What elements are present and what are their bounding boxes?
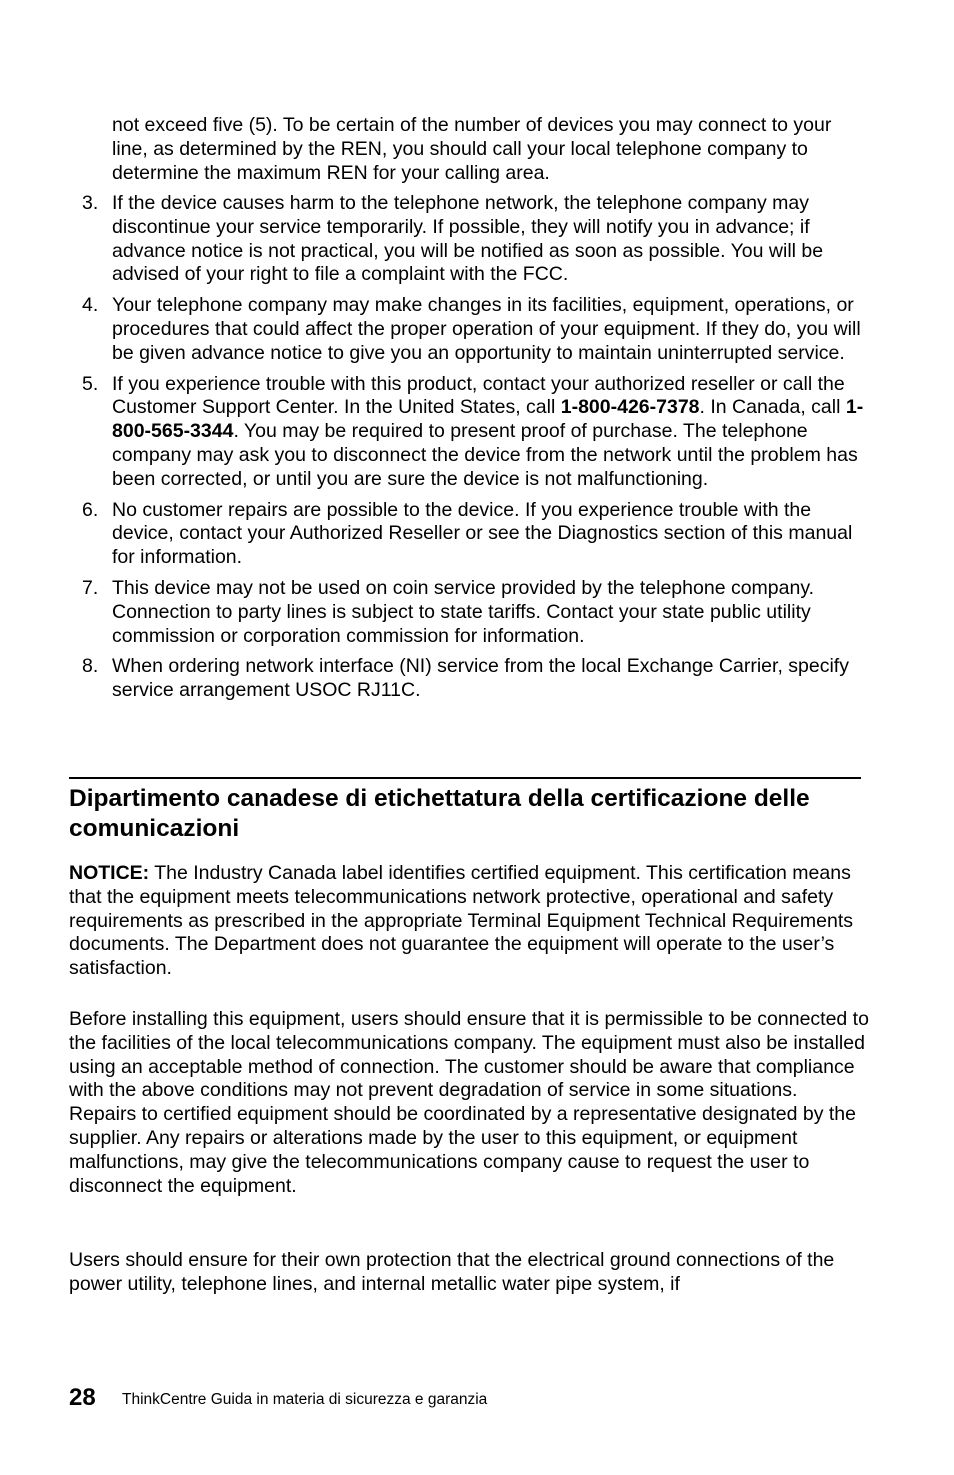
list-item bbox=[70, 373, 872, 492]
list-item-text-part: If you experience trouble with this product, contact your authorized reseller or call the Customer Support Center. In the United States, call bbox=[112, 372, 845, 419]
list-item bbox=[70, 294, 872, 365]
document-title: ThinkCentre Guida in materia di sicurezza e garanzia bbox=[122, 1391, 488, 1408]
section-heading: Dipartimento canadese di etichettatura della certificazione delle comunicazioni bbox=[69, 785, 810, 842]
list-item-text-part: . You may be required to present proof of purchase. The telephone company may ask you to disconnect the device from the network until the problem has been corrected, or until you are sure the device is not malfunctioning. bbox=[112, 420, 858, 490]
list-item bbox=[70, 499, 872, 570]
grounding-paragraph: Users should ensure for their own protection that the electrical ground connections of the power utility, telephone lines, and internal metallic water pipe system, if bbox=[69, 1249, 835, 1295]
us-phone-number: 1-800-426-7378 bbox=[560, 396, 700, 419]
notice-paragraph bbox=[69, 862, 869, 981]
list-item-number: 6. bbox=[82, 498, 99, 521]
list-item-number: 8. bbox=[82, 655, 99, 678]
list-item bbox=[70, 655, 872, 703]
list-item-text-part: . In Canada, call bbox=[699, 396, 846, 419]
list-item bbox=[70, 192, 872, 287]
section-divider bbox=[69, 777, 861, 779]
numbered-list bbox=[70, 192, 872, 710]
list-item-text: When ordering network interface (NI) service from the local Exchange Carrier, specify service arrangement USOC RJ11C. bbox=[112, 655, 849, 702]
page-footer bbox=[69, 1380, 769, 1420]
notice-text: The Industry Canada label identifies certified equipment. This certification means that the equipment meets telecommunications network protective, operational and safety requirements as prescribed in the appropriate Terminal Equipment Technical Requirements documents. The Department does not guarantee the equipment will operate to the user’s satisfaction. bbox=[69, 862, 854, 980]
list-item-text: This device may not be used on coin service provided by the telephone company. Connection to party lines is subject to state tariffs. Contact your state public utility commission or corporation commission for information. bbox=[112, 576, 815, 647]
list-item-text bbox=[112, 373, 863, 490]
list-item-number: 3. bbox=[82, 192, 99, 214]
notice-label: NOTICE: bbox=[69, 862, 150, 884]
installation-paragraph: Before installing this equipment, users should ensure that it is permissible to be connected to the facilities of the local telecommunications company. The equipment must also be installed using an acceptable method of connection. The customer should be aware that compliance with the above conditions may not prevent degradation of service in some situations. Repairs to certified equipment should be coordinated by a representative designated by the supplier. Any repairs or alterations made by the user to this equipment, or equipment malfunctions, may give the telecommunications company cause to request the user to disconnect the equipment. bbox=[69, 1008, 869, 1197]
list-item-number: 4. bbox=[82, 294, 99, 317]
list-item-text: No customer repairs are possible to the device. If you experience trouble with the device, contact your Authorized Reseller or see the Diagnostics section of this manual for information. bbox=[112, 498, 853, 569]
page-number: 28 bbox=[69, 1384, 96, 1411]
list-item-number: 5. bbox=[82, 372, 99, 395]
canada-phone-number: 1-800-565-3344 bbox=[112, 396, 864, 443]
list-item-number: 7. bbox=[82, 576, 99, 599]
list-item-text: Your telephone company may make changes in its facilities, equipment, operations, or procedures that could affect the proper operation of your equipment. If they do, you will be given advance notice to give you an opportunity to maintain uninterrupted service. bbox=[112, 294, 861, 364]
list-item bbox=[70, 577, 872, 648]
continued-paragraph: not exceed five (5). To be certain of the number of devices you may connect to your line, as determined by the REN, you should call your local telephone company to determine the maximum REN for your calling area. bbox=[112, 114, 832, 184]
list-item-text: If the device causes harm to the telephone network, the telephone company may discontinue your service temporarily. If possible, they will notify you in advance; if advance notice is not practical, you will be notified as soon as possible. You will be advised of your right to file a complaint with the FCC. bbox=[112, 192, 824, 286]
